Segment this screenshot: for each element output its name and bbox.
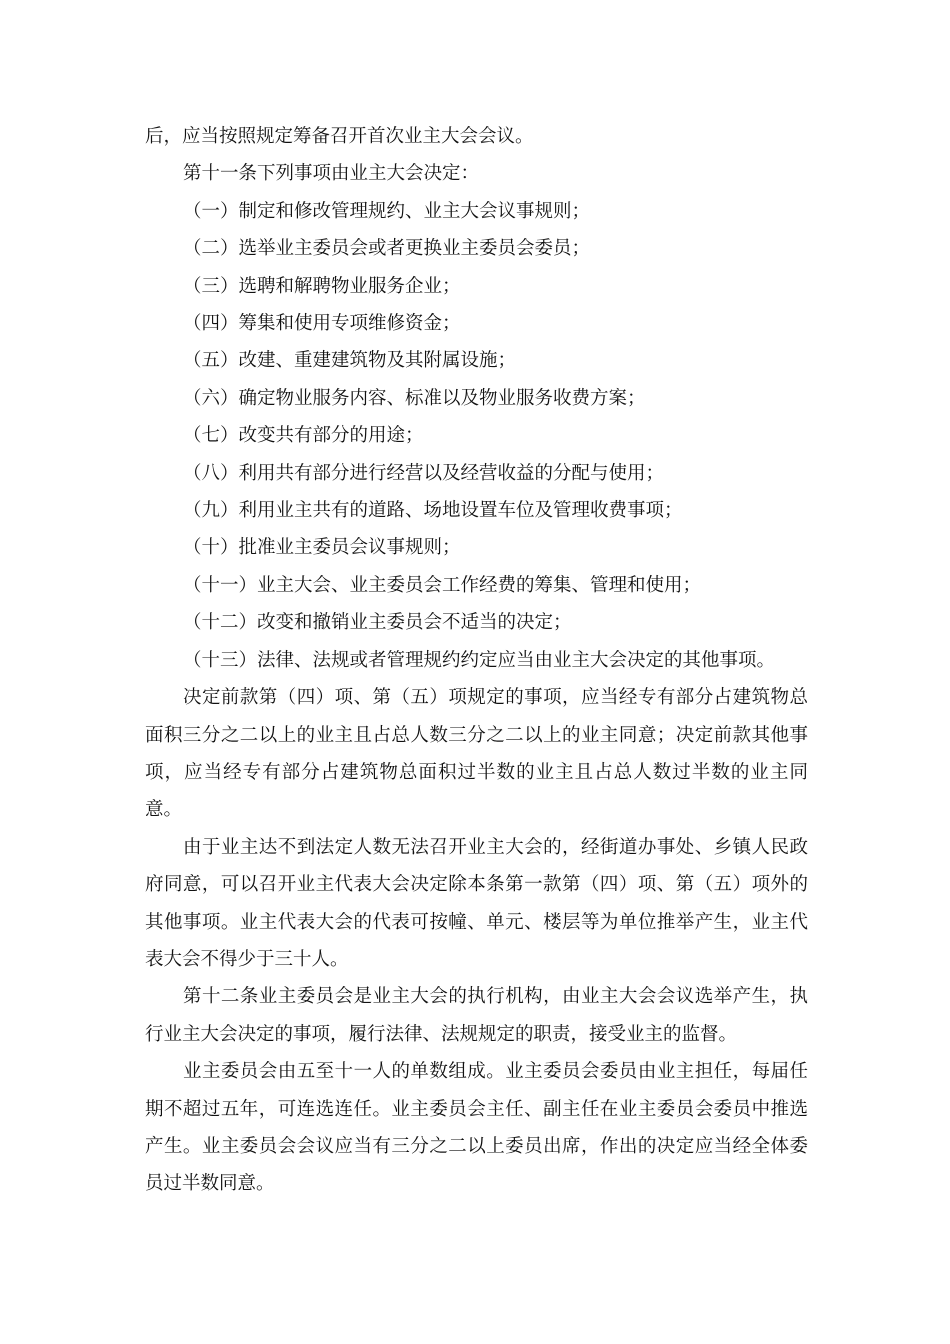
paragraph-committee-composition: 业主委员会由五至十一人的单数组成。业主委员会委员由业主担任，每届任期不超过五年，可连选连任。业主委员会主任、副主任在业主委员会委员中推选产生。业主委员会会议应当有三分之二以上委员出席，作出的决定应当经全体委员过半数同意。 xyxy=(145,1061,808,1195)
list-item: （十）批准业主委员会议事规则； xyxy=(183,537,461,559)
document-page xyxy=(145,118,808,1203)
list-item: （三）选聘和解聘物业服务企业； xyxy=(183,275,461,297)
continuation-line: 后，应当按照规定筹备召开首次业主大会会议。 xyxy=(145,126,534,147)
list-item: （八）利用共有部分进行经营以及经营收益的分配与使用； xyxy=(183,462,665,484)
list-item: （五）改建、重建建筑物及其附属设施； xyxy=(183,350,517,372)
list-item: （六）确定物业服务内容、标准以及物业服务收费方案； xyxy=(183,387,646,409)
list-item: （一）制定和修改管理规约、业主大会议事规则； xyxy=(183,200,591,222)
article-12-paragraph: 第十二条业主委员会是业主大会的执行机构，由业主大会会议选举产生，执行业主大会决定的事项，履行法律、法规规定的职责，接受业主的监督。 xyxy=(145,986,808,1045)
list-item: （四）筹集和使用专项维修资金； xyxy=(183,313,461,335)
list-item: （二）选举业主委员会或者更换业主委员会委员； xyxy=(183,238,591,260)
list-item: （十一）业主大会、业主委员会工作经费的筹集、管理和使用； xyxy=(183,574,702,596)
paragraph-representative-assembly: 由于业主达不到法定人数无法召开业主大会的，经街道办事处、乡镇人民政府同意，可以召开业主代表大会决定除本条第一款第（四）项、第（五）项外的其他事项。业主代表大会的代表可按幢、单元、楼层等为单位推举产生，业主代表大会不得少于三十人。 xyxy=(145,836,808,970)
list-item: （九）利用业主共有的道路、场地设置车位及管理收费事项； xyxy=(183,500,683,522)
article-11-heading: 第十一条下列事项由业主大会决定： xyxy=(183,163,480,185)
list-item: （十三）法律、法规或者管理规约约定应当由业主大会决定的其他事项。 xyxy=(183,649,776,671)
list-item: （十二）改变和撤销业主委员会不适当的决定； xyxy=(183,612,572,634)
paragraph-vote-threshold: 决定前款第（四）项、第（五）项规定的事项，应当经专有部分占建筑物总面积三分之二以上的业主且占总人数三分之二以上的业主同意；决定前款其他事项，应当经专有部分占建筑物总面积过半数的业主且占总人数过半数的业主同意。 xyxy=(145,687,808,821)
list-item: （七）改变共有部分的用途； xyxy=(183,425,424,447)
